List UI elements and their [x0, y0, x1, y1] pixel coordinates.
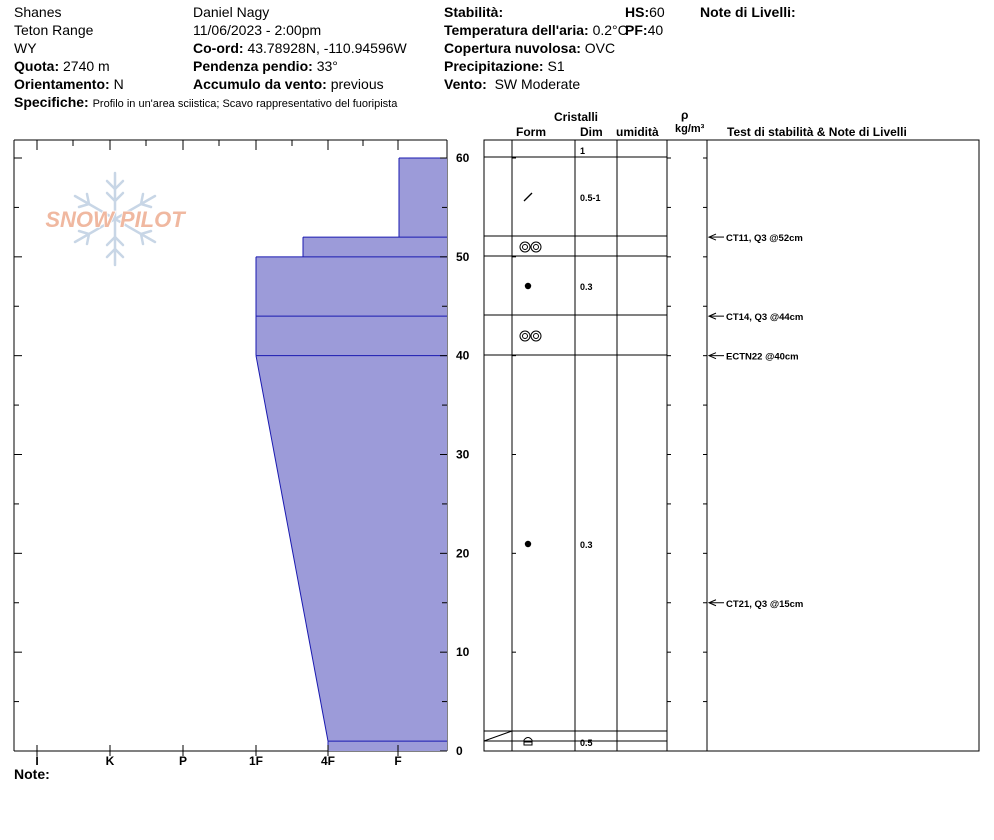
elevation: 2740 m — [63, 58, 110, 74]
notes-label: Note: — [14, 766, 50, 782]
elevation-label: Quota: — [14, 58, 60, 74]
depth-tick-label: 40 — [456, 348, 470, 363]
wind-label: Vento: — [444, 76, 487, 92]
specifics-label: Specifiche: — [14, 94, 89, 110]
rounded-grains-symbol — [525, 541, 531, 547]
location: Shanes — [14, 4, 62, 20]
rounded-grains-symbol — [525, 283, 531, 289]
hardness-tick-label: F — [394, 754, 402, 768]
precipitation-particles-symbol — [524, 193, 532, 201]
melt-circle-outer — [531, 242, 541, 252]
state: WY — [14, 40, 37, 56]
precip-label: Precipitazione: — [444, 58, 544, 74]
layer-notes-label: Note di Livelli: — [700, 4, 796, 20]
stability-test — [709, 352, 799, 363]
test-label: CT21, Q3 @15cm — [726, 598, 804, 610]
melt-circle-inner — [523, 334, 528, 339]
crystal-table-frame — [484, 140, 979, 751]
size-label: 0.5 — [580, 738, 593, 748]
melt-circle-outer — [520, 331, 530, 341]
size-label: 0.3 — [580, 540, 593, 550]
hardness-tick-label: P — [178, 754, 188, 768]
coord-label: Co-ord: — [193, 40, 244, 56]
aspect-label: Orientamento: — [14, 76, 110, 92]
air-temp: 0.2°C — [592, 22, 628, 38]
depth-tick-label: 50 — [456, 249, 470, 264]
moisture-header: umidità — [616, 125, 659, 139]
hardness-layer-40-1 — [256, 356, 447, 741]
coord: 43.78928N, -110.94596W — [247, 40, 407, 56]
melt-circle-inner — [523, 245, 528, 250]
stability-tests — [709, 233, 803, 610]
slope-label: Pendenza pendio: — [193, 58, 313, 74]
range: Teton Range — [14, 22, 94, 38]
hs: 60 — [649, 4, 665, 20]
melt-circle-outer — [520, 242, 530, 252]
hardness-tick-label: 4F — [320, 754, 336, 768]
hardness-plot — [14, 140, 470, 768]
melt-circle-inner — [534, 245, 539, 250]
density-unit-header: kg/m³ — [675, 123, 705, 135]
hardness-layer-50-40 — [256, 257, 447, 356]
depth-tick-label: 20 — [456, 546, 470, 561]
stability-test — [709, 233, 803, 244]
air-temp-label: Temperatura dell'aria: — [444, 22, 589, 38]
snowpilot-logo-text: SNOW PILOT — [45, 207, 185, 232]
hardness-layer-60-52 — [399, 158, 447, 237]
datetime: 11/06/2023 - 2:00pm — [193, 22, 322, 38]
depth-tick-label: 10 — [456, 645, 470, 660]
snowpilot-logo — [45, 173, 186, 265]
stability-test — [709, 312, 803, 323]
stability-label: Stabilità: — [444, 4, 504, 20]
slope: 33° — [316, 58, 338, 74]
test-label: ECTN22 @40cm — [726, 351, 799, 363]
size-label: 0.3 — [580, 282, 593, 292]
wind: SW Moderate — [494, 76, 581, 92]
melt-circle-inner — [534, 334, 539, 339]
hardness-layer-52-50 — [303, 237, 447, 257]
depth-tick-label: 0 — [456, 744, 463, 758]
hardness-layer-1-0 — [328, 741, 447, 751]
specifics: Profilo in un'area sciistica; Scavo rappresentativo del fuoripista — [92, 98, 398, 110]
observer: Daniel Nagy — [193, 4, 270, 20]
hs-label: HS: — [625, 4, 650, 20]
melt-forms-symbol — [520, 331, 541, 341]
size-label: 0.5-1 — [580, 193, 601, 203]
depth-tick-label: 60 — [456, 151, 470, 165]
rho-header: ρ — [681, 108, 689, 122]
crystal-table — [484, 140, 979, 751]
size-label: 1 — [580, 146, 586, 156]
crystal-row-connector — [484, 731, 512, 741]
test-label: CT14, Q3 @44cm — [726, 312, 804, 324]
pf: 40 — [647, 22, 664, 38]
precip: S1 — [547, 58, 565, 74]
wind-load-label: Accumulo da vento: — [193, 76, 327, 92]
test-label: CT11, Q3 @52cm — [726, 233, 803, 245]
hardness-tick-label: K — [105, 754, 115, 768]
melt-forms-symbol — [520, 242, 541, 252]
hardness-tick-label: 1F — [248, 754, 264, 768]
form-header: Form — [516, 125, 546, 139]
pf-label: PF: — [625, 22, 648, 38]
sky-label: Copertura nuvolosa: — [444, 40, 581, 56]
depth-tick-label: 30 — [456, 447, 470, 462]
stability-test — [709, 599, 803, 610]
crystals-header: Cristalli — [554, 110, 599, 124]
sky: OVC — [584, 40, 616, 56]
hardness-tick-label: I — [35, 754, 39, 768]
tests-header: Test di stabilità & Note di Livelli — [727, 125, 907, 139]
melt-circle-outer — [531, 331, 541, 341]
size-header: Dim — [580, 125, 603, 139]
wind-load: previous — [330, 76, 384, 92]
aspect: N — [113, 76, 124, 92]
